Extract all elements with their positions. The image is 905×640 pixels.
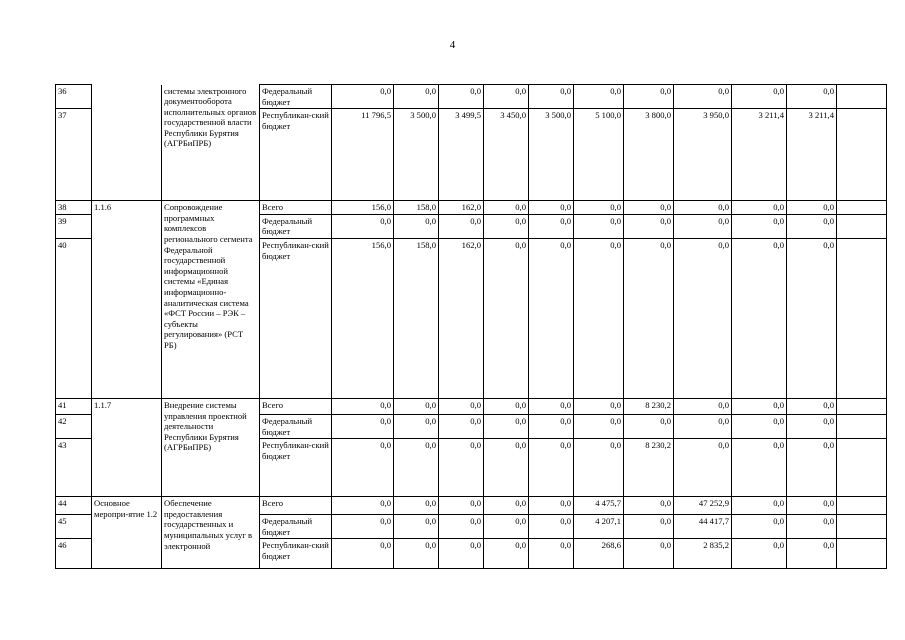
amount-cell: 0,0 [674, 201, 732, 215]
empty-cell [837, 214, 887, 238]
amount-cell: 3 499,5 [439, 109, 484, 201]
amount-cell: 0,0 [332, 515, 394, 539]
budget-table [55, 84, 887, 569]
amount-cell: 0,0 [484, 214, 529, 238]
amount-cell: 0,0 [674, 398, 732, 414]
amount-cell: 4 475,7 [574, 497, 624, 515]
amount-cell: 0,0 [529, 398, 574, 414]
empty-cell [837, 109, 887, 201]
table-row [56, 201, 887, 215]
amount-cell: 0,0 [732, 238, 787, 398]
item-code [92, 85, 162, 201]
amount-cell: 0,0 [574, 214, 624, 238]
funding-source: Всего [260, 201, 332, 215]
amount-cell: 0,0 [674, 439, 732, 497]
amount-cell: 5 100,0 [574, 109, 624, 201]
amount-cell: 0,0 [394, 539, 439, 569]
empty-cell [837, 201, 887, 215]
amount-cell: 0,0 [624, 214, 674, 238]
amount-cell: 268,6 [574, 539, 624, 569]
amount-cell: 0,0 [484, 414, 529, 438]
row-number: 42 [56, 414, 92, 438]
amount-cell: 0,0 [787, 515, 837, 539]
amount-cell: 3 950,0 [674, 109, 732, 201]
amount-cell: 0,0 [732, 414, 787, 438]
amount-cell: 3 211,4 [787, 109, 837, 201]
funding-source: Республикан-ский бюджет [260, 539, 332, 569]
funding-source: Республикан-ский бюджет [260, 238, 332, 398]
amount-cell: 0,0 [332, 85, 394, 109]
amount-cell: 0,0 [484, 398, 529, 414]
empty-cell [837, 238, 887, 398]
item-code: Основное меропри-ятие 1.2 [92, 497, 162, 569]
amount-cell: 0,0 [439, 414, 484, 438]
amount-cell: 158,0 [394, 238, 439, 398]
amount-cell: 0,0 [332, 398, 394, 414]
amount-cell: 0,0 [332, 539, 394, 569]
amount-cell: 0,0 [574, 439, 624, 497]
funding-source: Республикан-ский бюджет [260, 109, 332, 201]
amount-cell: 0,0 [332, 439, 394, 497]
amount-cell: 11 796,5 [332, 109, 394, 201]
amount-cell: 0,0 [624, 539, 674, 569]
amount-cell: 0,0 [439, 497, 484, 515]
amount-cell: 0,0 [394, 398, 439, 414]
row-number: 37 [56, 109, 92, 201]
amount-cell: 0,0 [732, 201, 787, 215]
amount-cell: 0,0 [484, 515, 529, 539]
amount-cell: 3 500,0 [394, 109, 439, 201]
amount-cell: 3 800,0 [624, 109, 674, 201]
row-number: 40 [56, 238, 92, 398]
row-number: 41 [56, 398, 92, 414]
amount-cell: 8 230,2 [624, 439, 674, 497]
amount-cell: 0,0 [529, 515, 574, 539]
amount-cell: 4 207,1 [574, 515, 624, 539]
amount-cell: 0,0 [574, 238, 624, 398]
amount-cell: 0,0 [624, 497, 674, 515]
amount-cell: 0,0 [332, 497, 394, 515]
amount-cell: 0,0 [787, 238, 837, 398]
empty-cell [837, 497, 887, 515]
row-number: 46 [56, 539, 92, 569]
amount-cell: 0,0 [394, 497, 439, 515]
amount-cell: 0,0 [787, 201, 837, 215]
amount-cell: 0,0 [787, 539, 837, 569]
table-row [56, 85, 887, 109]
amount-cell: 2 835,2 [674, 539, 732, 569]
amount-cell: 0,0 [787, 398, 837, 414]
amount-cell: 0,0 [529, 439, 574, 497]
row-number: 43 [56, 439, 92, 497]
amount-cell: 0,0 [732, 439, 787, 497]
amount-cell: 0,0 [624, 85, 674, 109]
amount-cell: 0,0 [624, 515, 674, 539]
funding-source: Федеральный бюджет [260, 414, 332, 438]
amount-cell: 156,0 [332, 201, 394, 215]
amount-cell: 0,0 [484, 439, 529, 497]
row-number: 36 [56, 85, 92, 109]
amount-cell: 0,0 [529, 201, 574, 215]
amount-cell: 0,0 [394, 85, 439, 109]
amount-cell: 0,0 [332, 214, 394, 238]
row-number: 45 [56, 515, 92, 539]
amount-cell: 0,0 [484, 497, 529, 515]
item-name: Обеспечение предоставления государственных и муниципальных услуг в электронной [162, 497, 260, 569]
table-row [56, 497, 887, 515]
empty-cell [837, 539, 887, 569]
amount-cell: 0,0 [574, 398, 624, 414]
amount-cell: 0,0 [787, 414, 837, 438]
row-number: 44 [56, 497, 92, 515]
item-name: Внедрение системы управления проектной деятельности Республики Бурятия (АГРБиПРБ) [162, 398, 260, 496]
amount-cell: 156,0 [332, 238, 394, 398]
amount-cell: 0,0 [439, 85, 484, 109]
item-name: Сопровождение программных комплексов регионального сегмента Федеральной государственной информационной системы «Единая информационно-аналитическая система «ФСТ России – РЭК – субъекты регулирования» (РСТ РБ) [162, 201, 260, 399]
amount-cell: 0,0 [484, 539, 529, 569]
funding-source: Всего [260, 497, 332, 515]
amount-cell: 3 450,0 [484, 109, 529, 201]
amount-cell: 0,0 [732, 398, 787, 414]
amount-cell: 0,0 [787, 439, 837, 497]
item-code: 1.1.6 [92, 201, 162, 399]
amount-cell: 0,0 [574, 85, 624, 109]
row-number: 39 [56, 214, 92, 238]
amount-cell: 3 500,0 [529, 109, 574, 201]
amount-cell: 0,0 [439, 439, 484, 497]
empty-cell [837, 439, 887, 497]
empty-cell [837, 398, 887, 414]
empty-cell [837, 414, 887, 438]
amount-cell: 0,0 [674, 214, 732, 238]
amount-cell: 0,0 [674, 414, 732, 438]
amount-cell: 0,0 [732, 497, 787, 515]
amount-cell: 0,0 [732, 515, 787, 539]
amount-cell: 0,0 [394, 439, 439, 497]
amount-cell: 3 211,4 [732, 109, 787, 201]
funding-source: Федеральный бюджет [260, 515, 332, 539]
amount-cell: 0,0 [624, 414, 674, 438]
amount-cell: 0,0 [787, 497, 837, 515]
amount-cell: 0,0 [439, 539, 484, 569]
amount-cell: 0,0 [439, 398, 484, 414]
funding-source: Федеральный бюджет [260, 214, 332, 238]
amount-cell: 0,0 [624, 201, 674, 215]
amount-cell: 0,0 [439, 214, 484, 238]
amount-cell: 0,0 [732, 214, 787, 238]
amount-cell: 0,0 [439, 515, 484, 539]
amount-cell: 8 230,2 [624, 398, 674, 414]
amount-cell: 162,0 [439, 238, 484, 398]
amount-cell: 0,0 [787, 85, 837, 109]
amount-cell: 0,0 [674, 85, 732, 109]
item-code: 1.1.7 [92, 398, 162, 496]
amount-cell: 0,0 [529, 414, 574, 438]
amount-cell: 0,0 [529, 238, 574, 398]
amount-cell: 0,0 [484, 201, 529, 215]
amount-cell: 0,0 [529, 539, 574, 569]
amount-cell: 44 417,7 [674, 515, 732, 539]
page-number: 4 [449, 39, 456, 51]
amount-cell: 47 252,9 [674, 497, 732, 515]
funding-source: Всего [260, 398, 332, 414]
table-row [56, 398, 887, 414]
item-name: системы электронного документооборота исполнительных органов государственной власти Республики Бурятия (АГРБиПРБ) [162, 85, 260, 201]
amount-cell: 0,0 [332, 414, 394, 438]
amount-cell: 0,0 [674, 238, 732, 398]
amount-cell: 162,0 [439, 201, 484, 215]
amount-cell: 0,0 [624, 238, 674, 398]
amount-cell: 0,0 [394, 414, 439, 438]
amount-cell: 0,0 [529, 497, 574, 515]
funding-source: Федеральный бюджет [260, 85, 332, 109]
amount-cell: 0,0 [529, 85, 574, 109]
amount-cell: 0,0 [732, 85, 787, 109]
amount-cell: 0,0 [574, 414, 624, 438]
amount-cell: 0,0 [787, 214, 837, 238]
amount-cell: 0,0 [484, 85, 529, 109]
amount-cell: 0,0 [529, 214, 574, 238]
empty-cell [837, 515, 887, 539]
funding-source: Республикан-ский бюджет [260, 439, 332, 497]
empty-cell [837, 85, 887, 109]
amount-cell: 0,0 [394, 214, 439, 238]
amount-cell: 0,0 [732, 539, 787, 569]
amount-cell: 0,0 [484, 238, 529, 398]
amount-cell: 158,0 [394, 201, 439, 215]
row-number: 38 [56, 201, 92, 215]
amount-cell: 0,0 [574, 201, 624, 215]
amount-cell: 0,0 [394, 515, 439, 539]
